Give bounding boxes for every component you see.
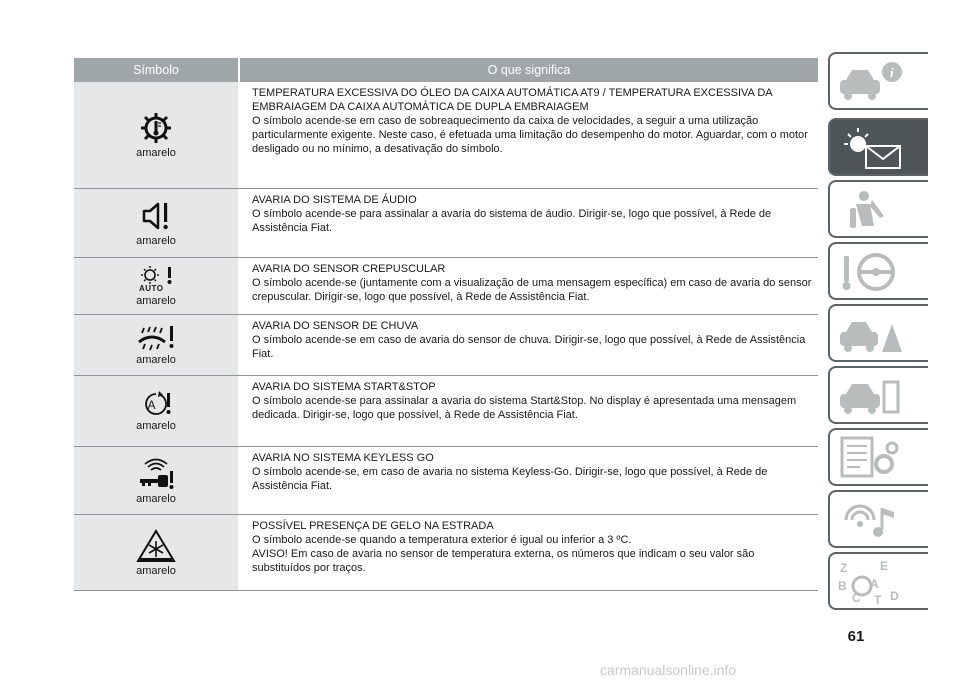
table-row	[74, 315, 818, 376]
svg-text:E: E	[880, 559, 889, 573]
symbol-cell	[74, 258, 240, 314]
row-title: AVARIA DO SISTEMA START&STOP	[252, 381, 436, 393]
table-row	[74, 258, 818, 315]
ice-warning-icon	[136, 529, 176, 565]
svg-text:B: B	[838, 579, 847, 593]
row-body: O símbolo acende-se em caso de sobreaquecimento da caixa de velocidades, a seguir a uma utilização particularmente exigente. Neste caso, é efetuada uma limitação do desempenho do motor. Aguardar, com o motor desligado ou no mínimo, a desativação do símbolo.	[252, 115, 808, 155]
color-label: amarelo	[136, 235, 176, 247]
rain-sensor-icon	[136, 324, 176, 354]
header-symbol: Símbolo	[74, 58, 240, 82]
symbol-cell	[74, 515, 240, 590]
footer-watermark: carmanualsonline.info	[600, 662, 737, 678]
table-row	[74, 376, 818, 447]
symbol-cell	[74, 315, 240, 375]
row-body: O símbolo acende-se, em caso de avaria no sistema Keyless-Go. Dirigir-se, logo que possível, à Rede de Assistência Fiat.	[252, 466, 768, 492]
tab-maintenance[interactable]	[828, 366, 928, 424]
twilight-sensor-icon	[136, 265, 176, 295]
tab-warning-lights[interactable]	[828, 118, 928, 176]
page-number: 61	[847, 628, 865, 645]
table-header	[74, 58, 818, 82]
meaning-cell	[240, 515, 818, 590]
table-row	[74, 82, 818, 189]
row-title: AVARIA NO SISTEMA KEYLESS GO	[252, 452, 434, 464]
row-title: AVARIA DO SISTEMA DE ÁUDIO	[252, 194, 417, 206]
tab-technical-data[interactable]	[828, 428, 928, 486]
svg-text:A: A	[147, 398, 156, 412]
row-title: AVARIA DO SENSOR CREPUSCULAR	[252, 263, 446, 275]
start-stop-fault-icon	[139, 390, 173, 420]
svg-text:i: i	[890, 65, 894, 80]
meaning-cell	[240, 189, 818, 257]
meaning-cell	[240, 315, 818, 375]
svg-text:C: C	[852, 591, 861, 605]
symbol-cell	[74, 189, 240, 257]
tab-emergency[interactable]	[828, 304, 928, 362]
color-label: amarelo	[136, 147, 176, 159]
symbol-cell	[74, 447, 240, 514]
row-body: O símbolo acende-se em caso de avaria do sensor de chuva. Dirigir-se, logo que possível, à Rede de Assistência Fiat.	[252, 334, 806, 360]
svg-text:Z: Z	[840, 561, 848, 575]
meaning-cell	[240, 258, 818, 314]
meaning-cell	[240, 376, 818, 446]
keyless-fault-icon	[136, 457, 176, 493]
oil-temperature-icon	[139, 111, 173, 147]
tab-multimedia[interactable]	[828, 490, 928, 548]
row-title: TEMPERATURA EXCESSIVA DO ÓLEO DA CAIXA AUTOMÁTICA AT9 / TEMPERATURA EXCESSIVA DA EMBRAIAGEM DA CAIXA AUTOMÁTICA DE DUPLA EMBRAIAGEM	[252, 87, 773, 113]
color-label: amarelo	[136, 295, 176, 307]
row-warning: AVISO! Em caso de avaria no sensor de temperatura externa, os números que indicam o seu valor são substituídos por traços.	[252, 548, 755, 574]
row-body: O símbolo acende-se quando a temperatura exterior é igual ou inferior a 3 ºC.	[252, 534, 632, 546]
meaning-cell	[240, 447, 818, 514]
color-label: amarelo	[136, 564, 176, 577]
tab-car-info[interactable]	[828, 52, 928, 110]
color-label: amarelo	[136, 492, 176, 505]
row-title: AVARIA DO SENSOR DE CHUVA	[252, 320, 419, 332]
table-row	[74, 515, 818, 591]
svg-text:T: T	[874, 593, 882, 606]
row-title: POSSÍVEL PRESENÇA DE GELO NA ESTRADA	[252, 520, 494, 532]
row-body: O símbolo acende-se para assinalar a avaria do sistema de áudio. Dirigir-se, logo que possível, à Rede de Assistência Fiat.	[252, 208, 772, 234]
color-label: amarelo	[136, 420, 176, 432]
symbol-cell	[74, 376, 240, 446]
table-row	[74, 447, 818, 515]
color-label: amarelo	[136, 354, 176, 366]
table-row	[74, 189, 818, 258]
svg-text:D: D	[890, 589, 899, 603]
symbol-cell	[74, 82, 240, 188]
tab-index[interactable]	[828, 552, 928, 610]
tab-steering[interactable]	[828, 242, 928, 300]
row-body: O símbolo acende-se (juntamente com a visualização de uma mensagem específica) em caso de avaria do sensor crepuscular. Dirigir-se, logo que possível, à Rede de Assistência Fiat.	[252, 277, 812, 303]
meaning-cell	[240, 82, 818, 188]
svg-text:A: A	[870, 577, 879, 591]
header-meaning: O que significa	[487, 63, 571, 77]
warning-lights-table	[74, 58, 818, 591]
audio-fault-icon	[139, 199, 173, 235]
row-body: O símbolo acende-se para assinalar a avaria do sistema Start&Stop. No display é apresentada uma mensagem dedicada. Dirigir-se, logo que possível, à Rede de Assistência Fiat.	[252, 395, 797, 421]
auto-label: AUTO	[139, 284, 164, 293]
tab-safety[interactable]	[828, 180, 928, 238]
